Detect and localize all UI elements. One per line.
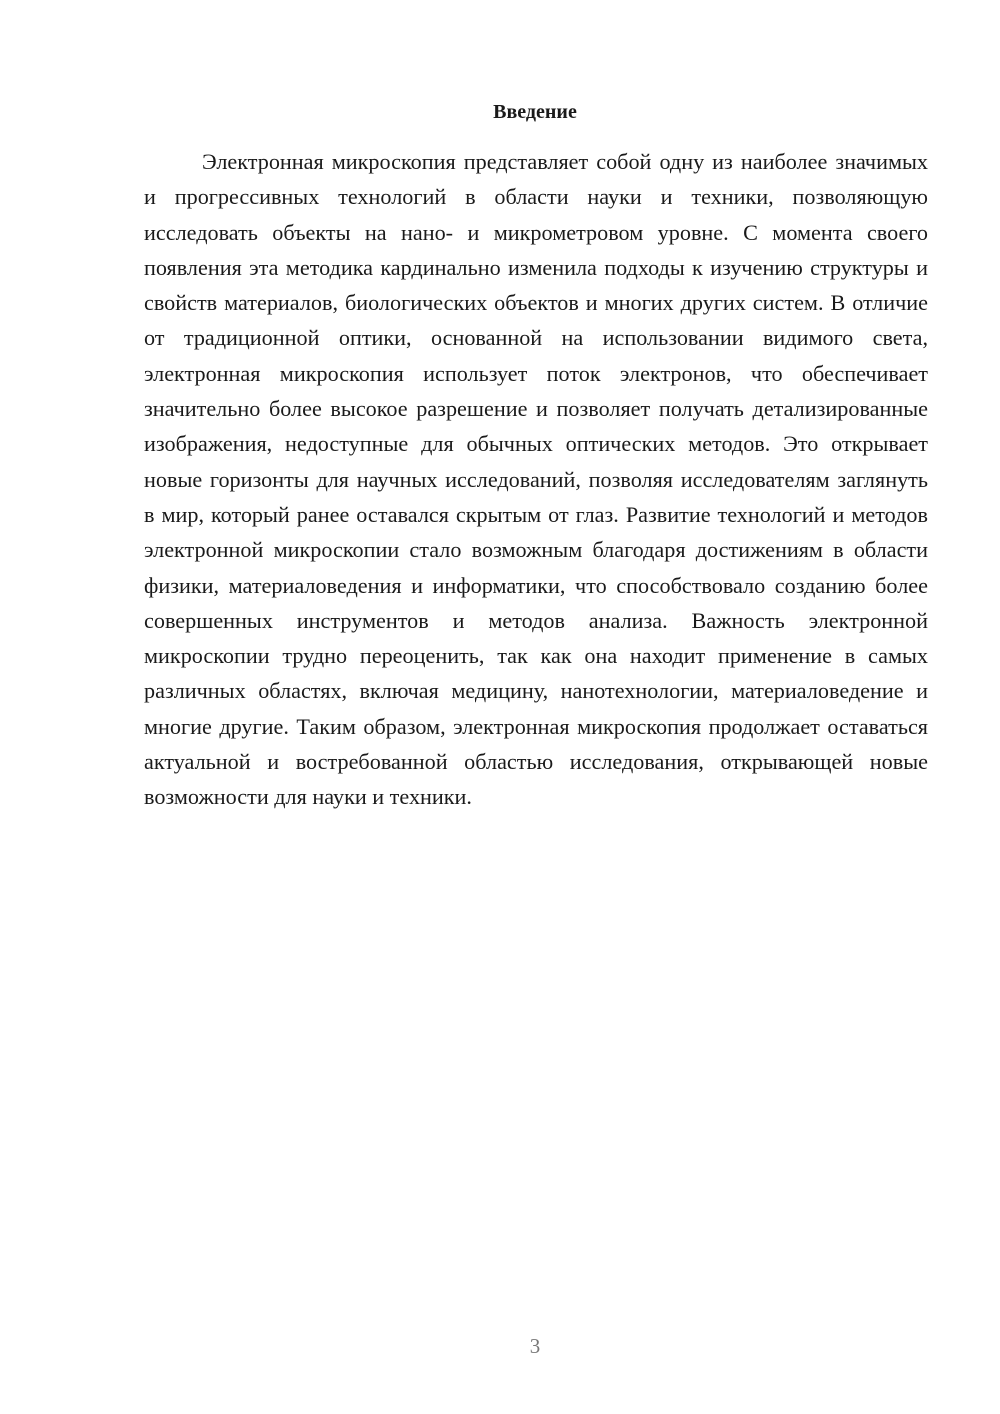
section-heading: Введение <box>493 101 577 123</box>
page-number: 3 <box>529 1334 541 1358</box>
body-paragraph: Электронная микроскопия представляет собой одну из наиболее значимых и прогрессивных технологий в области науки и техники, позволяющую исследовать объекты на нано- и микрометровом уровне. С момента своего появления эта методика кардинально изменила подходы к изучению структуры и свойств материалов, биологических объектов и многих других систем. В отличие от традиционной оптики, основанной на использовании видимого света, электронная микроскопия использует поток электронов, что обеспечивает значительно более высокое разрешение и позволяет получать детализированные изображения, недоступные для обычных оптических методов. Это открывает новые горизонты для научных исследований, позволяя исследователям заглянуть в мир, который ранее оставался скрытым от глаз. Развитие технологий и методов электронной микроскопии стало возможным благодаря достижениям в области физики, материаловедения и информатики, что способствовало созданию более совершенных инструментов и методов анализа. Важность электронной микроскопии трудно переоценить, так как она находит применение в самых различных областях, включая медицину, нанотехнологии, материаловедение и многие другие. Таким образом, электронная микроскопия продолжает оставаться актуальной и востребованной областью исследования, открывающей новые возможности для науки и техники. <box>144 149 928 810</box>
